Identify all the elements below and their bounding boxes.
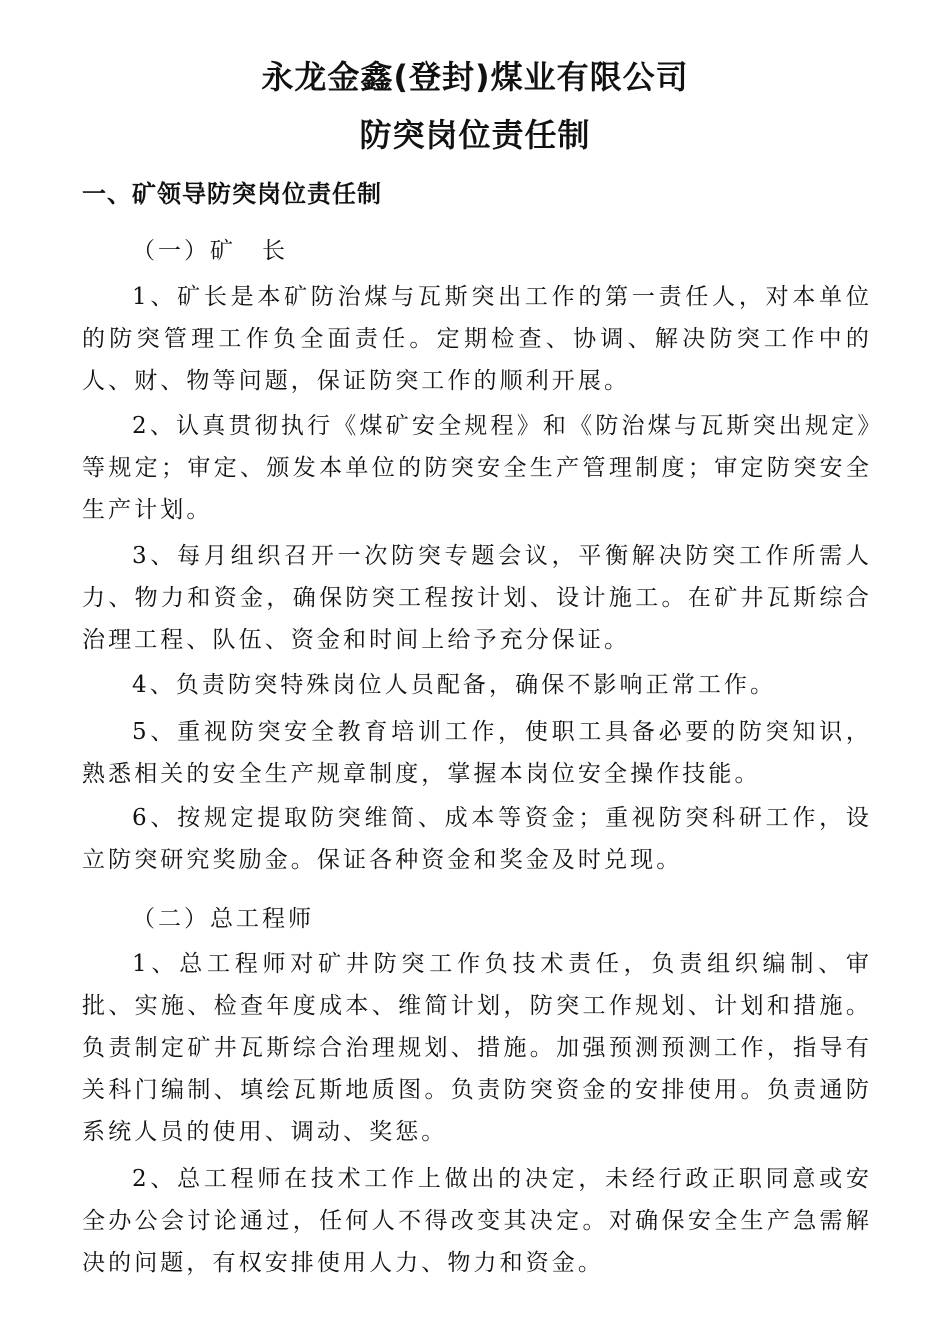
section-heading-mine-leaders: 一、矿领导防突岗位责任制	[82, 180, 382, 208]
paragraph-director-item-3: 3、每月组织召开一次防突专题会议，平衡解决防突工作所需人力、物力和资金，确保防突工程按计划、设计施工。在矿井瓦斯综合治理工程、队伍、资金和时间上给予充分保证。	[82, 543, 872, 653]
paragraph-director-item-4: 4、负责防突特殊岗位人员配备，确保不影响正常工作。	[132, 672, 777, 698]
paragraph-director-item-6: 6、按规定提取防突维简、成本等资金；重视防突科研工作，设立防突研究奖励金。保证各种资金和奖金及时兑现。	[82, 805, 872, 873]
paragraph-engineer-item-2: 2、总工程师在技术工作上做出的决定，未经行政正职同意或安全办公会讨论通过，任何人不得改变其决定。对确保安全生产急需解决的问题，有权安排使用人力、物力和资金。	[82, 1166, 872, 1276]
paragraph-engineer-item-1: 1、总工程师对矿井防突工作负技术责任，负责组织编制、审批、实施、检查年度成本、维简计划，防突工作规划、计划和措施。负责制定矿井瓦斯综合治理规划、措施。加强预测预测工作，指导有关科门编制、填绘瓦斯地质图。负责防突资金的安排使用。负责通防系统人员的使用、调动、奖惩。	[82, 951, 872, 1145]
paragraph-director-item-5: 5、重视防突安全教育培训工作，使职工具备必要的防突知识，熟悉相关的安全生产规章制度，掌握本岗位安全操作技能。	[82, 719, 872, 787]
document-title: 防突岗位责任制	[359, 116, 591, 154]
subheading-mine-director: （一）矿 长	[132, 238, 288, 264]
subheading-chief-engineer: （二）总工程师	[132, 906, 314, 932]
paragraph-director-item-1: 1、矿长是本矿防治煤与瓦斯突出工作的第一责任人，对本单位的防突管理工作负全面责任。定期检查、协调、解决防突工作中的人、财、物等问题，保证防突工作的顺利开展。	[82, 284, 872, 394]
paragraph-director-item-2: 2、认真贯彻执行《煤矿安全规程》和《防治煤与瓦斯突出规定》等规定；审定、颁发本单位的防突安全生产管理制度；审定防突安全生产计划。	[82, 413, 872, 523]
company-title: 永龙金鑫(登封)煤业有限公司	[261, 58, 689, 96]
